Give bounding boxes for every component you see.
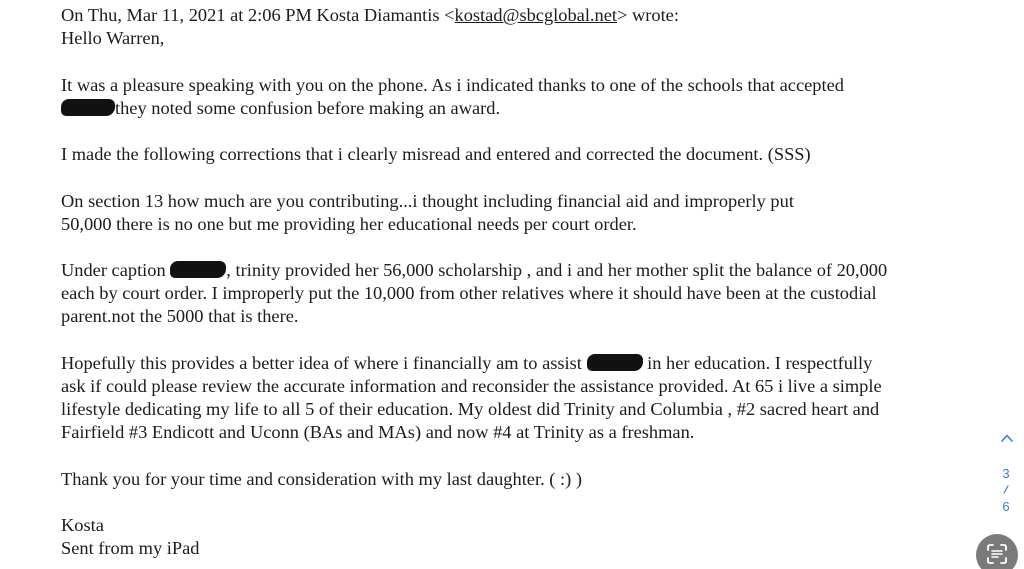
- paragraph-6-line-1: Thank you for your time and consideration with my last daughter. ( :) ): [61, 468, 582, 489]
- paragraph-2-line-1: I made the following corrections that i clearly misread and entered and corrected the document. (SSS): [61, 144, 811, 165]
- paragraph-4-line-1-end: , trinity provided her 56,000 scholarship , and i and her mother split the balance of 20,000: [226, 260, 888, 281]
- paragraph-5-line-4: Fairfield #3 Endicott and Uconn (BAs and MAs) and now #4 at Trinity as a freshman.: [61, 422, 695, 443]
- signature-name: Kosta: [61, 515, 104, 536]
- paragraph-4-line-1: [61, 259, 981, 282]
- paragraph-1-line-2-text: they noted some confusion before making an award.: [115, 97, 501, 118]
- page-separator: [999, 482, 1013, 496]
- paragraph-3-line-2: 50,000 there is no one but me providing her educational needs per court order.: [61, 213, 637, 234]
- redaction-mark: [587, 354, 643, 371]
- total-pages-number: 6: [1002, 499, 1010, 514]
- sender-email-link[interactable]: kostad@sbcglobal.net: [454, 5, 617, 25]
- paragraph-1-line-2: [61, 97, 981, 120]
- current-page-number: 3: [1002, 466, 1010, 481]
- paragraph-4-line-1-start: Under caption: [61, 260, 171, 281]
- email-header-line: [61, 4, 981, 27]
- paragraph-5-line-1: [61, 352, 981, 375]
- paragraph-4-line-2: each by court order. I improperly put the 10,000 from other relatives where it should have been at the custodial: [61, 283, 877, 304]
- chevron-up-icon[interactable]: [1000, 431, 1014, 445]
- text-scan-icon: [985, 542, 1009, 566]
- text-scan-button[interactable]: [976, 534, 1018, 569]
- paragraph-1-line-1: It was a pleasure speaking with you on the phone. As i indicated thanks to one of the schools that accepted: [61, 74, 844, 95]
- paragraph-4-line-3: parent.not the 5000 that is there.: [61, 306, 299, 327]
- email-document: [61, 4, 981, 561]
- sent-from-line: Sent from my iPad: [61, 538, 200, 559]
- paragraph-5-line-2: ask if could please review the accurate information and reconsider the assistance provided. At 65 i live a simple: [61, 376, 882, 396]
- email-header-suffix: > wrote:: [617, 5, 679, 25]
- paragraph-3-line-1: On section 13 how much are you contributing...i thought including financial aid and improperly put: [61, 190, 794, 211]
- greeting: Hello Warren,: [61, 28, 165, 49]
- paragraph-5-line-1-end: in her education. I respectfully: [642, 352, 873, 373]
- email-header-prefix: On Thu, Mar 11, 2021 at 2:06 PM Kosta Diamantis <: [61, 5, 455, 25]
- paragraph-5-line-1-start: Hopefully this provides a better idea of where i financially am to assist: [61, 352, 587, 373]
- redaction-mark: [170, 261, 226, 278]
- paragraph-5-line-3: lifestyle dedicating my life to all 5 of their education. My oldest did Trinity and Columbia , #2 sacred heart and: [61, 399, 880, 420]
- redaction-mark: [61, 99, 115, 116]
